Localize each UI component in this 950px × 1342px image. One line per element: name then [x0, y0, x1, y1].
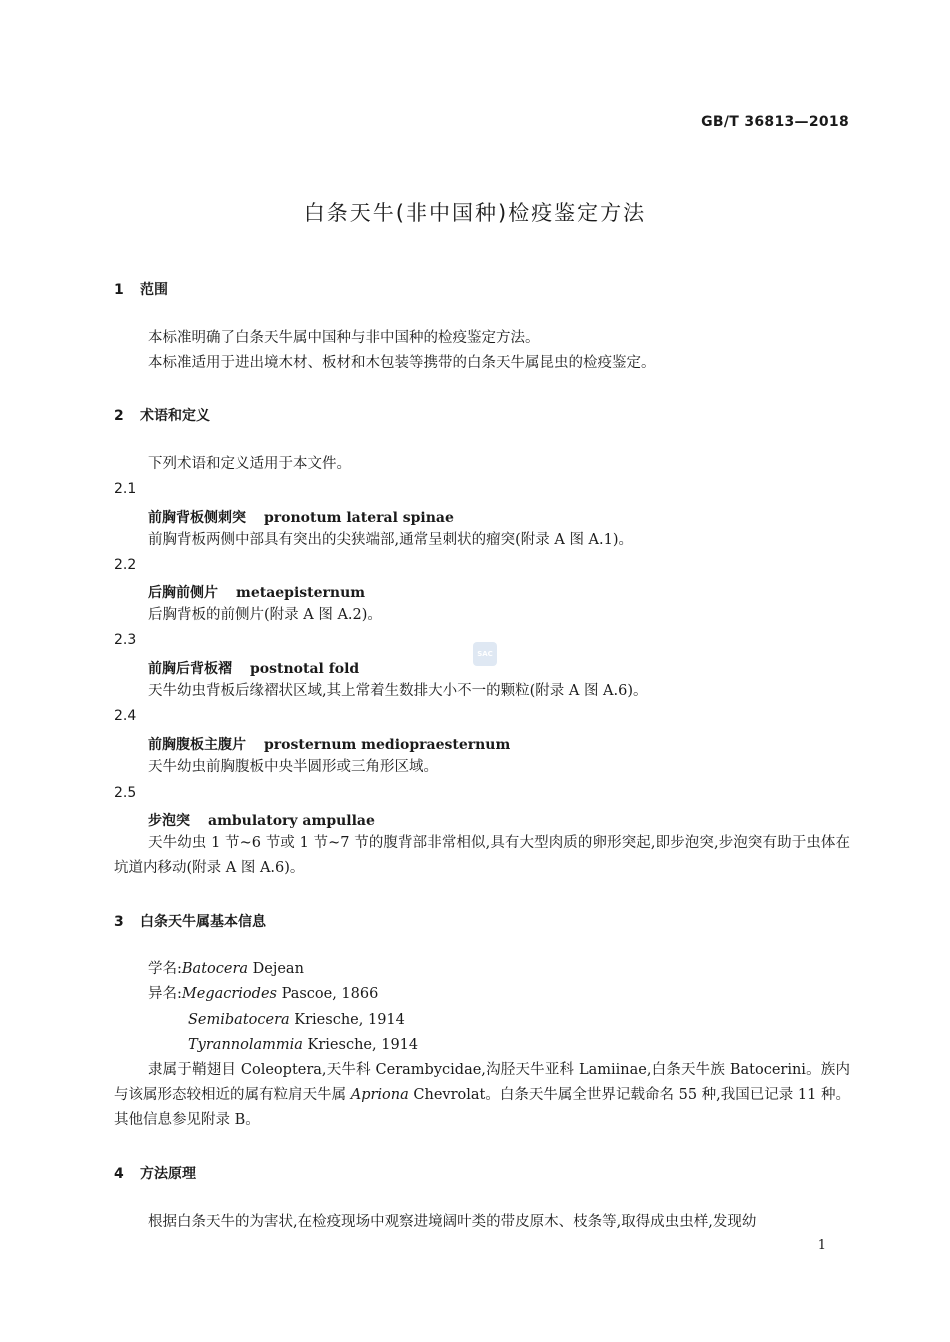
synonym-line [148, 982, 884, 1007]
term-en: ambulatory ampullae [208, 813, 375, 829]
related-genus: Apriona [350, 1087, 409, 1103]
section-title: 白条天牛属基本信息 [140, 914, 266, 930]
section-number: 3 [114, 914, 124, 930]
term-definition: 天牛幼虫背板后缘褶状区域,其上常着生数排大小不一的颗粒(附录 A 图 A.6)。 [148, 683, 648, 699]
scientific-name [148, 957, 884, 982]
document-title: 白条天牛(非中国种)检疫鉴定方法 [303, 201, 647, 225]
term-zh: 后胸前侧片 [148, 585, 218, 601]
term-en: postnotal fold [250, 661, 360, 677]
term-number: 2.4 [114, 708, 137, 724]
term-en: pronotum lateral spinae [264, 510, 454, 526]
syn-author: Kriesche, 1914 [289, 1012, 405, 1028]
section-1-heading [114, 279, 168, 299]
section-2-heading [114, 405, 210, 425]
paragraph [114, 1058, 850, 1133]
term-zh: 前胸背板侧刺突 [148, 510, 246, 526]
term-number: 2.5 [114, 785, 137, 801]
term-entry [148, 658, 359, 678]
section-title: 术语和定义 [140, 408, 210, 424]
term-zh: 前胸腹板主腹片 [148, 737, 246, 753]
syn-genus: Megacriodes [181, 986, 277, 1002]
paragraph: 本标准适用于进出境木材、板材和木包装等携带的白条天牛属昆虫的检疫鉴定。 [148, 355, 656, 371]
term-definition: 前胸背板两侧中部具有突出的尖狭端部,通常呈刺状的瘤突(附录 A 图 A.1)。 [148, 532, 634, 548]
synonym-line [188, 1008, 924, 1033]
watermark-logo: SAC [473, 642, 497, 666]
term-number: 2.1 [114, 481, 137, 497]
syn-label: 异名: [148, 986, 182, 1002]
sci-label: 学名: [148, 961, 182, 977]
sci-genus: Batocera [181, 961, 249, 977]
term-definition: 天牛幼虫前胸腹板中央半圆形或三角形区域。 [148, 759, 438, 775]
section-3-heading [114, 911, 266, 931]
term-entry [148, 507, 454, 527]
standard-code: GB/T 36813—2018 [701, 114, 849, 130]
term-zh: 前胸后背板褶 [148, 661, 232, 677]
term-definition: 后胸背板的前侧片(附录 A 图 A.2)。 [148, 607, 382, 623]
syn-genus: Semibatocera [188, 1012, 290, 1028]
term-zh: 步泡突 [148, 813, 190, 829]
term-en: prosternum mediopraesternum [264, 737, 511, 753]
syn-author: Pascoe, 1866 [276, 986, 379, 1002]
syn-genus: Tyrannolammia [188, 1037, 303, 1053]
term-en: metaepisternum [236, 585, 366, 601]
sci-author: Dejean [248, 961, 304, 977]
term-definition: 天牛幼虫 1 节~6 节或 1 节~7 节的腹背部非常相似,具有大型肉质的卵形突起,即步泡突,步泡突有助于虫体在坑道内移动(附录 A 图 A.6)。 [114, 835, 850, 876]
section-4-heading [114, 1163, 196, 1183]
term-entry [148, 582, 365, 602]
section-number: 1 [114, 282, 124, 298]
classification-text: 隶属于鞘翅目 Coleoptera,天牛科 Cerambycidae,沟胫天牛亚科 Lamiinae,白条天牛族 Batocerini。族内与该属形态较相近的属有粒肩天牛属 [114, 1062, 850, 1103]
term-number: 2.3 [114, 632, 137, 648]
paragraph: 根据白条天牛的为害状,在检疫现场中观察进境阔叶类的带皮原木、枝条等,取得成虫虫样,发现幼 [148, 1214, 757, 1230]
section-title: 范围 [140, 282, 168, 298]
term-number: 2.2 [114, 557, 137, 573]
paragraph: 下列术语和定义适用于本文件。 [148, 456, 351, 472]
syn-author: Kriesche, 1914 [302, 1037, 419, 1053]
section-number: 4 [114, 1166, 124, 1182]
term-entry [148, 734, 510, 754]
section-number: 2 [114, 408, 124, 424]
synonym-line [188, 1033, 924, 1058]
classification-text-end: Chevrolat。白条天牛属全世界记载命名 55 种,我国已记录 11 种。其他信息参见附录 B。 [114, 1087, 851, 1128]
page-number: 1 [817, 1238, 826, 1253]
paragraph: 本标准明确了白条天牛属中国种与非中国种的检疫鉴定方法。 [148, 330, 540, 346]
section-title: 方法原理 [140, 1166, 196, 1182]
term-entry [148, 810, 375, 830]
